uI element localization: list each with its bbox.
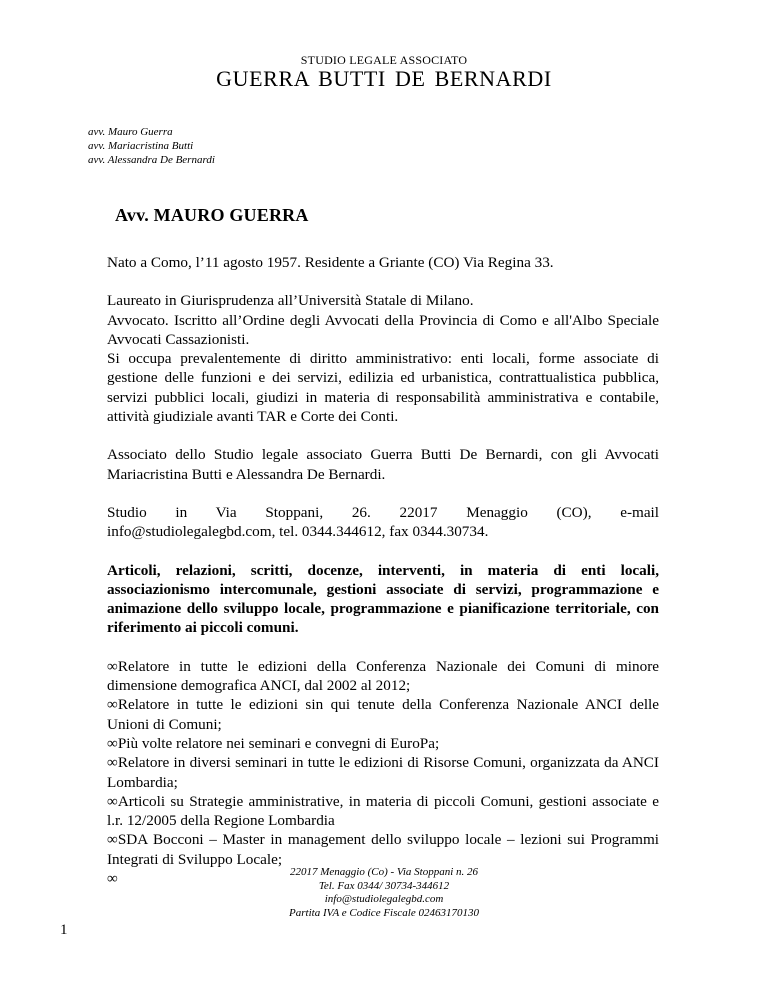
lawyer-name: avv. Mauro Guerra xyxy=(88,126,173,138)
list-item: ∞SDA Bocconi – Master in management dello sviluppo locale – lezioni sui Programmi Integrati di Sviluppo Locale; xyxy=(107,831,659,868)
list-item: ∞Relatore in tutte le edizioni sin qui tenute della Conferenza Nazionale ANCI delle Unioni di Comuni; xyxy=(107,696,659,733)
list-item: ∞Più volte relatore nei seminari e convegni di EuroPa; xyxy=(107,734,440,752)
education-paragraph xyxy=(107,291,659,426)
cv-body xyxy=(107,253,659,888)
cv-heading: Avv. MAURO GUERRA xyxy=(115,205,309,225)
list-item: ∞ xyxy=(107,870,118,888)
studio-line: Studio in Via Stoppani, 26. 22017 Menaggio (CO), e-mail xyxy=(107,503,659,521)
list-item: ∞Articoli su Strategie amministrative, in materia di piccoli Comuni, gestioni associate e l.r. 12/2005 della Regione Lombardia xyxy=(107,792,659,830)
list-item: ∞Relatore in diversi seminari in tutte le edizioni di Risorse Comuni, organizzata da ANCI Lombardia; xyxy=(107,754,659,791)
letterhead-firm-type: STUDIO LEGALE ASSOCIATO xyxy=(300,53,468,67)
page-number: 1 xyxy=(60,922,68,938)
activities-list xyxy=(107,657,659,889)
birth-paragraph: Nato a Como, l’11 agosto 1957. Residente a Griante (CO) Via Regina 33. xyxy=(107,254,554,271)
articles-heading: Articoli, relazioni, scritti, docenze, interventi, in materia di enti locali, associazionismo intercomunale, gestioni associate di servizi, programmazione e animazione dello sviluppo locale, programmazione e pianificazione territoriale, con riferimento ai piccoli comuni. xyxy=(107,561,659,637)
footer-vat: Partita IVA e Codice Fiscale 02463170130 xyxy=(289,906,479,919)
education-line: Si occupa prevalentemente di diritto amministrativo: enti locali, forme associate di gestione delle funzioni e dei servizi, edilizia ed urbanistica, contrattualistica pubblica, servizi pubblici locali, giudizi in materia di responsabilità amministrativa e contabile, attività giudiziale avanti TAR e Corte dei Conti. xyxy=(107,350,659,426)
education-line: Avvocato. Iscritto all’Ordine degli Avvocati della Provincia di Como e all'Albo Speciale Avvocati Cassazionisti. xyxy=(107,311,659,348)
studio-line: info@studiolegalegbd.com, tel. 0344.344612, fax 0344.30734. xyxy=(107,523,489,541)
letterhead-footer xyxy=(0,866,768,920)
lawyer-name: avv. Mariacristina Butti xyxy=(88,140,194,152)
list-item: ∞Relatore in tutte le edizioni della Conferenza Nazionale dei Comuni di minore dimensione demografica ANCI, dal 2002 al 2012; xyxy=(107,657,659,695)
education-line: Laureato in Giurisprudenza all’Università Statale di Milano. xyxy=(107,292,474,310)
letterhead-firm-name: GUERRA BUTTI DE BERNARDI xyxy=(216,66,552,91)
lawyer-name: avv. Alessandra De Bernardi xyxy=(88,154,215,166)
footer-phone: Tel. Fax 0344/ 30734-344612 xyxy=(318,879,450,892)
studio-paragraph xyxy=(107,503,659,542)
footer-email: info@studiolegalegbd.com xyxy=(324,893,444,905)
footer-address: 22017 Menaggio (Co) - Via Stoppani n. 26 xyxy=(290,866,478,878)
associate-paragraph: Associato dello Studio legale associato Guerra Butti De Bernardi, con gli Avvocati Mariacristina Butti e Alessandra De Bernardi. xyxy=(107,446,659,483)
lawyers-list xyxy=(88,125,215,167)
